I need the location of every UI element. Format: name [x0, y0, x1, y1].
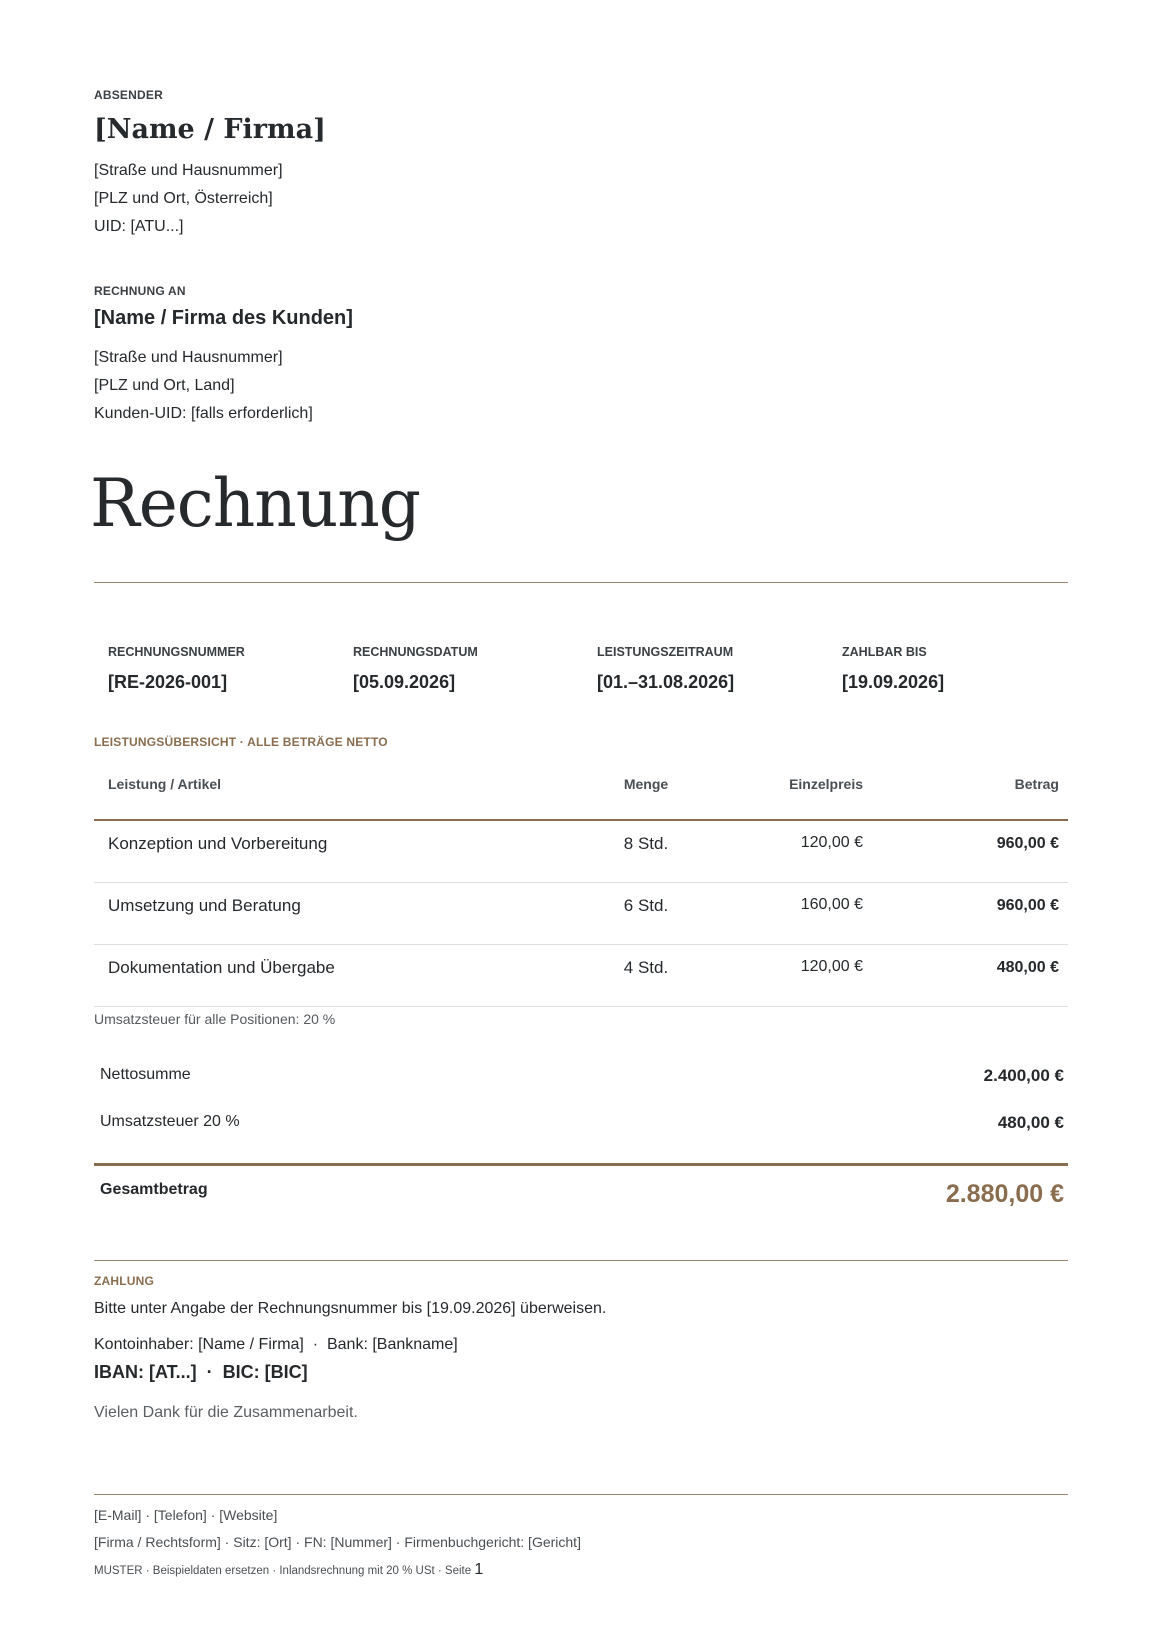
invoice-date-label: RECHNUNGSDATUM — [353, 645, 478, 659]
recipient-name: [Name / Firma des Kunden] — [94, 307, 353, 329]
row-unit-price: 120,00 € — [800, 958, 863, 975]
column-header-amount: Betrag — [1014, 776, 1059, 792]
grand-total-label: Gesamtbetrag — [100, 1181, 208, 1198]
recipient-street: [Straße und Hausnummer] — [94, 349, 283, 366]
row-service: Umsetzung und Beratung — [108, 896, 301, 915]
footer-contact: [E-Mail] · [Telefon] · [Website] — [94, 1507, 278, 1523]
recipient-uid: Kunden-UID: [falls erforderlich] — [94, 405, 313, 422]
invoice-date-value: [05.09.2026] — [353, 672, 456, 692]
page-number: 1 — [474, 1561, 484, 1578]
footer-note-text: MUSTER · Beispieldaten ersetzen · Inlandsrechnung mit 20 % USt · Seite — [94, 1565, 475, 1577]
row-quantity: 8 Std. — [623, 834, 669, 853]
column-header-service: Leistung / Artikel — [108, 776, 222, 792]
row-divider — [94, 1006, 1068, 1007]
invoice-number-label: RECHNUNGSNUMMER — [108, 645, 245, 659]
recipient-label: RECHNUNG AN — [94, 284, 186, 298]
grand-total-value: 2.880,00 € — [945, 1180, 1064, 1208]
service-period-label: LEISTUNGSZEITRAUM — [597, 645, 734, 659]
footer-divider — [94, 1494, 1068, 1495]
net-total-value: 2.400,00 € — [983, 1066, 1064, 1085]
footer-company: [Firma / Rechtsform] · Sitz: [Ort] · FN: [Nummer] · Firmenbuchgericht: [Gericht] — [94, 1534, 581, 1550]
row-quantity: 4 Std. — [623, 958, 669, 977]
sender-label: ABSENDER — [94, 88, 163, 102]
footer-note — [94, 1561, 483, 1579]
row-amount: 960,00 € — [996, 835, 1059, 852]
thank-you-note: Vielen Dank für die Zusammenarbeit. — [94, 1404, 358, 1421]
totals-rule — [94, 1163, 1068, 1166]
row-unit-price: 120,00 € — [800, 834, 863, 851]
payment-label: ZAHLUNG — [94, 1274, 155, 1288]
row-divider — [94, 944, 1068, 945]
service-period-value: [01.–31.08.2026] — [597, 672, 735, 692]
sender-name: [Name / Firma] — [94, 114, 326, 145]
document-title: Rechnung — [90, 465, 420, 542]
tax-note: Umsatzsteuer für alle Positionen: 20 % — [94, 1011, 336, 1027]
bank-details: IBAN: [AT...] · BIC: [BIC] — [94, 1362, 308, 1382]
row-amount: 960,00 € — [996, 897, 1059, 914]
tax-total-label: Umsatzsteuer 20 % — [100, 1113, 240, 1130]
tax-total-value: 480,00 € — [997, 1113, 1064, 1132]
payment-instruction: Bitte unter Angabe der Rechnungsnummer bis [19.09.2026] überweisen. — [94, 1300, 607, 1317]
row-service: Konzeption und Vorbereitung — [108, 834, 328, 853]
sender-city: [PLZ und Ort, Österreich] — [94, 190, 273, 207]
net-total-label: Nettosumme — [100, 1066, 191, 1083]
recipient-city: [PLZ und Ort, Land] — [94, 377, 235, 394]
column-header-unit-price: Einzelpreis — [789, 776, 863, 792]
row-divider — [94, 882, 1068, 883]
account-holder: Kontoinhaber: [Name / Firma] · Bank: [Bankname] — [94, 1336, 458, 1353]
title-divider — [94, 582, 1068, 583]
sender-street: [Straße und Hausnummer] — [94, 162, 283, 179]
row-unit-price: 160,00 € — [800, 896, 863, 913]
sender-uid: UID: [ATU...] — [94, 218, 184, 235]
due-date-value: [19.09.2026] — [842, 672, 945, 692]
column-header-quantity: Menge — [623, 776, 669, 792]
table-header-rule — [94, 819, 1068, 821]
invoice-number-value: [RE-2026-001] — [108, 672, 228, 692]
due-date-label: ZAHLBAR BIS — [842, 645, 927, 659]
row-amount: 480,00 € — [996, 959, 1059, 976]
row-service: Dokumentation und Übergabe — [108, 958, 335, 977]
row-quantity: 6 Std. — [623, 896, 669, 915]
payment-divider — [94, 1260, 1068, 1261]
items-section-label: LEISTUNGSÜBERSICHT · ALLE BETRÄGE NETTO — [94, 735, 388, 749]
